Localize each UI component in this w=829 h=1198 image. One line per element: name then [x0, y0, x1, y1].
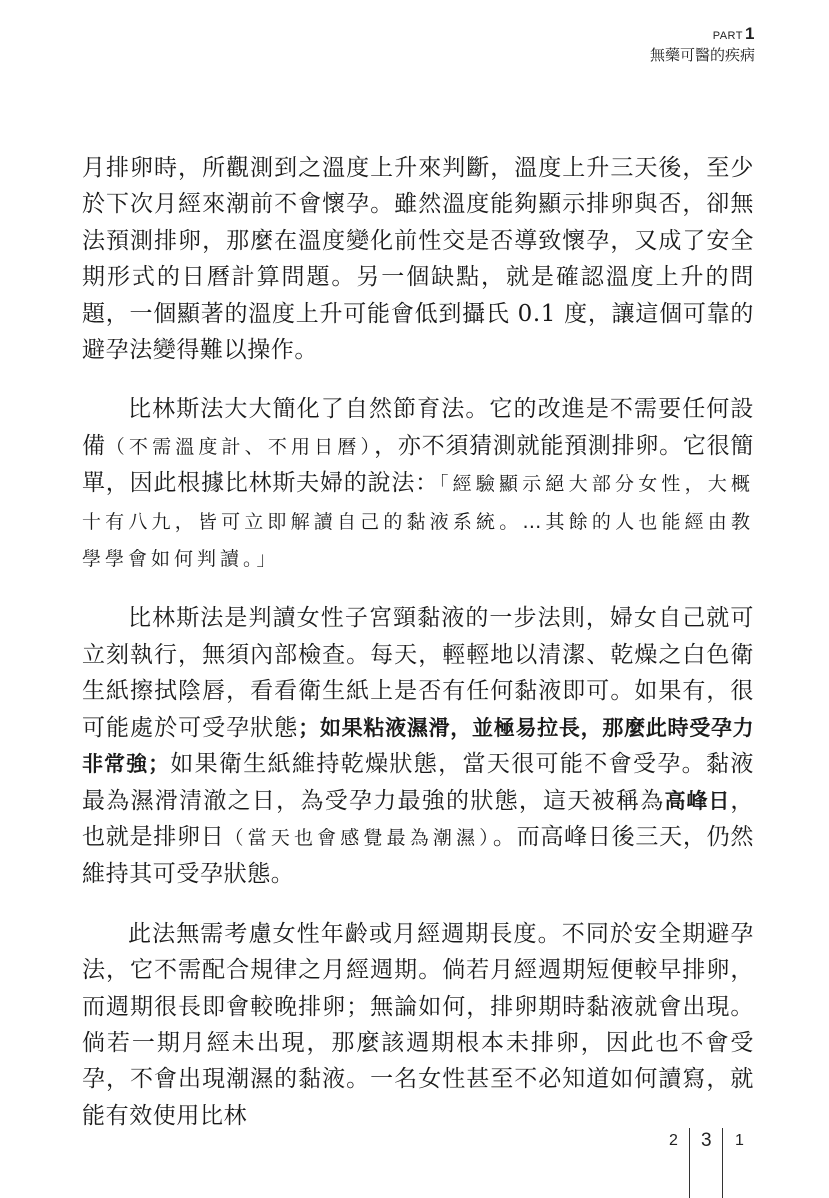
page-number [669, 1128, 759, 1198]
folio-divider [689, 1128, 690, 1198]
body-paragraph [82, 391, 754, 577]
paragraph-text: ，亦不須猜測就能預測排卵。它很簡單，因此根據比林斯夫婦的說法： [82, 432, 754, 497]
page-number-digit-3: 1 [735, 1132, 744, 1149]
paragraph-text: 此法無需考慮女性年齡或月經週期長度。不同於安全期避孕法，它不需配合規律之月經週期。倘若月經週期短便較早排卵，而週期很長即會較晚排卵；無論如何，排卵期時黏液就會出現。倘若一期月經未出現，那麼該週期根本未排卵，因此也不會受孕，不會出現潮濕的黏液。一名女性甚至不必知道如何讀寫，就能有效使用比林 [82, 920, 754, 1129]
body-paragraph [82, 150, 754, 368]
part-number: 1 [745, 24, 755, 43]
chapter-title: 無藥可醫的疾病 [649, 46, 755, 64]
quoted-text: （不需溫度計、不用日曆） [105, 435, 375, 458]
quoted-text: 「經驗顯示絕大部分女性，大概十有八九，皆可立即解讀自己的黏液系統。…其餘的人也能經由教學學會如何判讀。」 [82, 473, 755, 571]
paragraph-text: 。而高峰日後三天，仍然維持其可受孕狀態。 [82, 823, 754, 888]
folio-divider [722, 1128, 723, 1198]
paragraph-text: 如果衛生紙維持乾燥狀態，當天很可能不會受孕。黏液最為濕滑清澈之日，為受孕力最強的狀態，這天被稱為 [82, 751, 754, 814]
paragraph-text: 比林斯法大大簡化了自然節育法。它的改進是不需要任何設備 [82, 396, 754, 459]
emphasis-text: ；如果粘液濕滑，並極易拉長，那麼此時受孕力非常強； [82, 715, 754, 777]
paragraph-text: 比林斯法是判讀女性子宮頸黏液的一步法則，婦女自己就可立刻執行，無須內部檢查。每天，輕輕地以清潔、乾燥之白色衛生紙擦拭陰唇，看看衛生紙上是否有任何黏液即可。如果有，很可能處於可受孕狀態 [82, 605, 754, 741]
body-paragraph [82, 916, 754, 1134]
page-body [82, 150, 754, 1134]
paragraph-text: 月排卵時，所觀測到之溫度上升來判斷，溫度上升三天後，至少於下次月經來潮前不會懷孕。雖然溫度能夠顯示排卵與否，卻無法預測排卵，那麼在溫度變化前性交是否導致懷孕，又成了安全期形式的日曆計算問題。另一個缺點，就是確認溫度上升的問題，一個顯著的溫度上升可能會低到攝氏 0.1 度，讓這個可靠的避孕法變得難以操作。 [82, 155, 754, 364]
part-label [713, 24, 755, 44]
running-head [515, 0, 755, 68]
page-number-digit-2: 3 [701, 1130, 712, 1151]
emphasis-text: 高峰日 [664, 788, 731, 813]
part-label-text: PART [712, 30, 744, 42]
quoted-text: （當天也會感覺最為潮濕） [224, 826, 493, 849]
body-paragraph [82, 600, 754, 892]
paragraph-text: ，也就是排卵日 [82, 787, 755, 850]
page-number-digit-1: 2 [669, 1132, 678, 1149]
